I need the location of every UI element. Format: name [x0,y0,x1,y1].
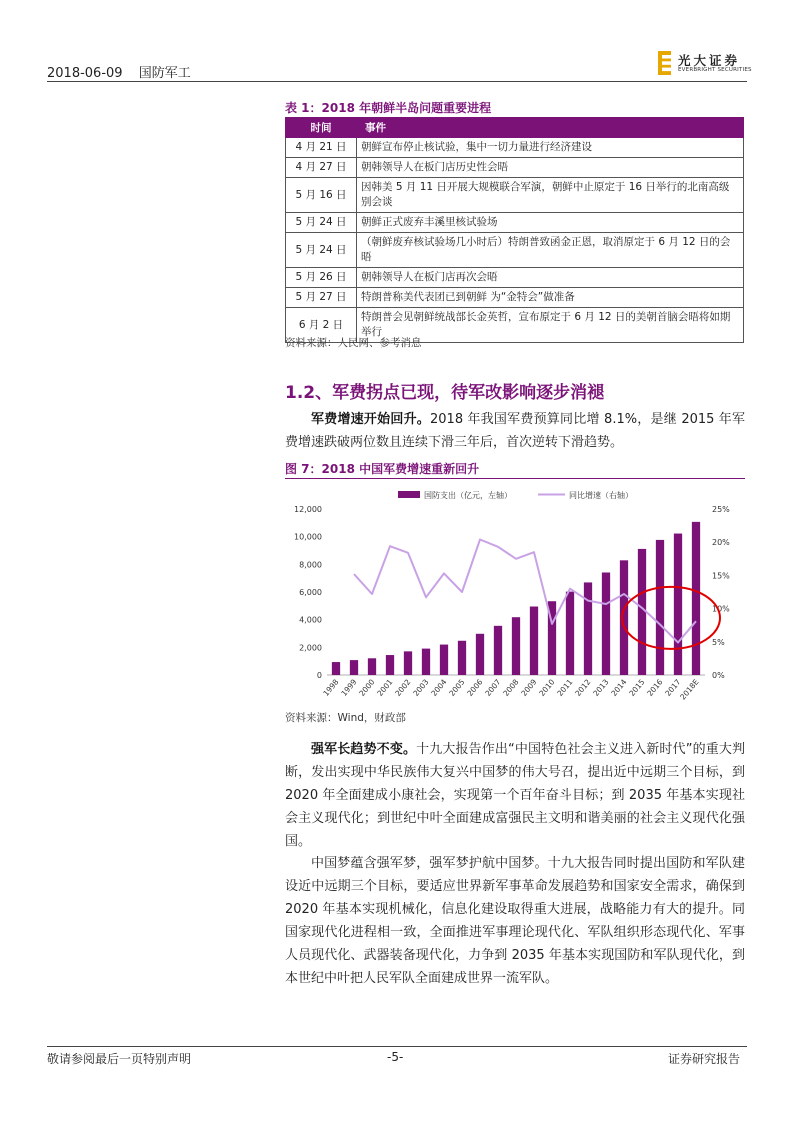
x-tick-label: 2003 [411,677,431,698]
x-tick-label: 2006 [465,677,485,698]
spending-bar [422,649,430,675]
y-left-tick-label: 2,000 [299,643,322,653]
everbright-logo [658,51,752,77]
header-divider [47,81,747,82]
page-number: -5- [387,1050,404,1064]
header-meta [47,62,203,81]
table-cell-event: 朝鲜正式废弃丰溪里核试验场 [357,213,744,233]
x-tick-label: 2012 [573,677,593,698]
x-tick-label: 2013 [591,677,611,698]
table-cell-time: 4 月 21 日 [286,138,357,158]
x-tick-label: 2011 [555,677,575,698]
table-header-row [286,118,744,138]
y-left-tick-label: 8,000 [299,560,322,570]
table-cell-event: 特朗普称美代表团已到朝鲜 为“金特会”做准备 [357,288,744,308]
table-title: 表 1：2018 年朝鲜半岛问题重要进程 [285,101,492,115]
x-tick-label: 2008 [501,677,521,698]
spending-bar [368,658,376,675]
x-tick-label: 2015 [627,677,647,698]
table-cell-event: 朝鲜宣布停止核试验，集中一切力量进行经济建设 [357,138,744,158]
y-right-tick-label: 10% [712,604,730,614]
y-left-tick-label: 4,000 [299,615,322,625]
y-right-tick-label: 0% [712,671,725,680]
x-tick-label: 2016 [645,677,665,698]
spending-bar [566,592,574,675]
spending-bar [530,607,538,675]
figure-title: 图 7：2018 中国军费增速重新回升 [285,462,480,476]
table-cell-time: 6 月 2 日 [286,308,357,343]
spending-bar [350,660,358,675]
table-header-time: 时间 [286,118,357,138]
y-right-tick-label: 5% [712,637,725,647]
section-heading: 1.2、军费拐点已现，待军改影响逐步消褪 [285,383,605,403]
paragraph-strong-army [285,738,745,853]
spending-bar [656,540,664,675]
spending-bar [458,641,466,675]
table-cell-event: 特朗普会见朝鲜统战部长金英哲，宣布原定于 6 月 12 日的美朝首脑会晤将如期举行 [357,308,744,343]
y-left-tick-label: 6,000 [299,588,322,597]
table-cell-time: 4 月 27 日 [286,158,357,178]
table-cell-event: 因韩美 5 月 11 日开展大规模联合军演，朝鲜中止原定于 16 日举行的北南高级别会谈 [357,178,744,213]
logo-mark-icon [658,51,671,75]
table-row [286,213,744,233]
x-tick-label: 2014 [609,677,629,698]
footer-disclaimer: 敬请参阅最后一页特别声明 [47,1052,192,1066]
table-cell-time: 5 月 27 日 [286,288,357,308]
table-cell-event: （朝鲜废弃核试验场几小时后）特朗普致函金正恩，取消原定于 6 月 12 日的会晤 [357,233,744,268]
legend-label-spending: 国防支出（亿元，左轴） [424,491,512,500]
x-tick-label: 2010 [537,677,557,698]
x-tick-label: 2000 [357,677,377,698]
footer-report-type: 证券研究报告 [668,1052,741,1066]
spending-bar [404,651,412,675]
footer-divider [47,1046,747,1047]
x-tick-label: 2009 [519,677,539,698]
report-category: 国防军工 [138,66,191,81]
table-header-event: 事件 [357,118,744,138]
table-row [286,268,744,288]
table-row [286,288,744,308]
logo-text-cn: 光大证券 [678,53,741,68]
paragraph-lead: 强军长趋势不变。 [311,742,417,757]
x-tick-label: 2001 [375,677,395,698]
x-tick-label: 2007 [483,677,503,698]
legend-label-growth: 同比增速（右轴） [569,491,633,500]
spending-bar [602,572,610,675]
x-tick-label: 2004 [429,677,449,698]
x-tick-label: 2017 [663,677,683,698]
y-right-tick-label: 25% [712,505,730,514]
paragraph-body: 十九大报告作出“中国特色社会主义进入新时代”的重大判断，发出实现中华民族伟大复兴中国梦的伟大号召，提出近中远期三个目标，到 2020 年全面建成小康社会，实现第一个百年奋斗目标；到 2035 年基本实现社会主义现代化；到世纪中叶全面建成富强民主文明和谐美丽的社会主义现代化强国。 [285,742,745,849]
spending-bar [440,645,448,675]
x-tick-label: 1998 [321,677,341,698]
highlight-ellipse [622,587,720,649]
spending-bar [584,582,592,675]
paragraph-body: 2018 年我国军费预算同比增 8.1%，是继 2015 年军费增速跌破两位数且连续下滑三年后，首次逆转下滑趋势。 [285,412,745,450]
defense-spending-chart [285,482,745,708]
table-cell-time: 5 月 26 日 [286,268,357,288]
y-left-tick-label: 12,000 [294,505,322,514]
y-right-tick-label: 20% [712,538,730,548]
events-table [285,117,744,343]
table-row [286,138,744,158]
paragraph-lead: 军费增速开始回升。 [311,412,431,427]
spending-bar [494,626,502,675]
table-cell-time: 5 月 16 日 [286,178,357,213]
logo-text-en: EVERBRIGHT SECURITIES [678,67,752,73]
table-cell-time: 5 月 24 日 [286,213,357,233]
spending-bar [512,617,520,675]
legend-bar-swatch [398,491,420,498]
table-source: 资料来源：人民网、参考消息 [285,337,422,349]
table-cell-event: 朝韩领导人在板门店再次会晤 [357,268,744,288]
table-row [286,233,744,268]
figure-source: 资料来源：Wind，财政部 [285,712,406,724]
spending-bar [674,534,682,675]
table-row [286,158,744,178]
table-cell-time: 5 月 24 日 [286,233,357,268]
x-tick-label: 1999 [339,677,359,698]
y-left-tick-label: 0 [316,671,322,680]
x-tick-label: 2005 [447,677,467,698]
spending-bar [692,522,700,675]
x-tick-label: 2002 [393,677,413,698]
spending-bar [476,634,484,675]
x-tick-label: 2018E [678,677,701,702]
spending-bar [386,655,394,675]
y-right-tick-label: 15% [712,571,730,581]
y-left-tick-label: 10,000 [294,532,322,542]
paragraph-military-growth [285,408,745,454]
paragraph-china-dream: 中国梦蕴含强军梦，强军梦护航中国梦。十九大报告同时提出国防和军队建设近中远期三个目标，要适应世界新军事革命发展趋势和国家安全需求，确保到 2020 年基本实现机械化，信息化建设取得重大进展，战略能力有大的提升。同国家现代化进程相一致，全面推进军事理论现代化、军队组织形态现代化、军事人员现代化、武器装备现代化，力争到 2035 年基本实现国防和军队现代化，到本世纪中叶把人民军队全面建成世界一流军队。 [285,856,745,986]
report-date: 2018-06-09 [47,66,123,81]
table-cell-event: 朝韩领导人在板门店历史性会晤 [357,158,744,178]
spending-bar [332,662,340,675]
spending-bar [638,549,646,675]
figure-title-divider [285,478,745,479]
table-row [286,178,744,213]
